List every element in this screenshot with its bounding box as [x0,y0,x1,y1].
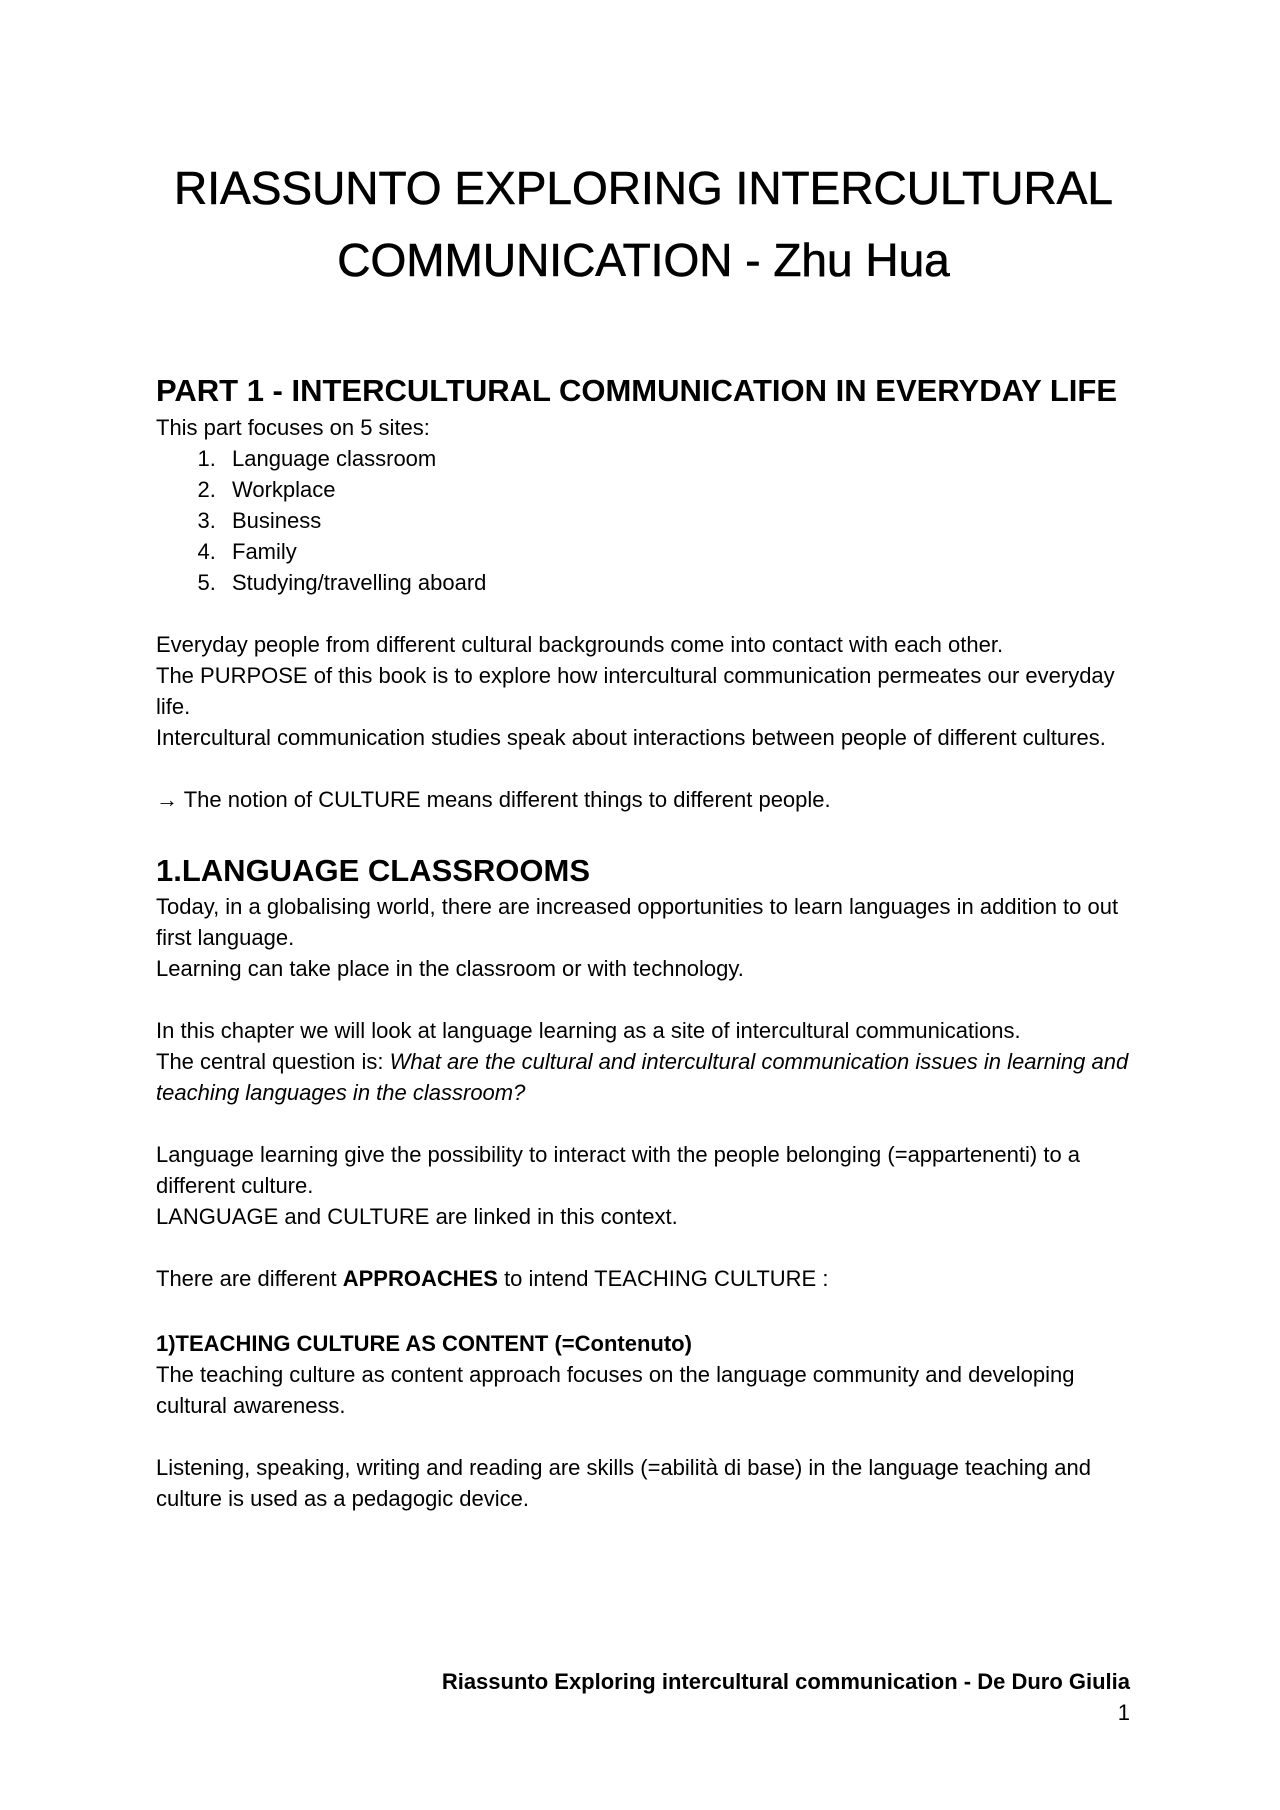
page-content [156,152,1131,1514]
section1-heading: 1.LANGUAGE CLASSROOMS [156,853,591,888]
list-item: 2. Workplace [222,474,1131,505]
central-question-lead: The central question is: [156,1049,390,1074]
paragraph: The PURPOSE of this book is to explore how intercultural communication permeates our everyday life. [156,663,1115,719]
subsection1-heading: 1)TEACHING CULTURE AS CONTENT (=Contenuto) [156,1331,692,1356]
paragraph: Listening, speaking, writing and reading are skills (=abilità di base) in the language teaching and culture is used as a pedagogic device. [156,1455,1091,1511]
paragraph: Intercultural communication studies speak about interactions between people of different cultures. [156,725,1106,750]
list-item: 3. Business [222,505,1131,536]
page-number: 1 [1117,1700,1130,1725]
page-footer [442,1666,1130,1728]
document-title: RIASSUNTO EXPLORING INTERCULTURAL COMMUNICATION - Zhu Hua [174,162,1113,286]
approaches-paragraph [156,1263,1131,1294]
footer-text: Riassunto Exploring intercultural communication - De Duro Giulia [441,1669,1130,1694]
central-question-text: What are the cultural and intercultural communication issues in learning and teaching languages in the classroom? [156,1049,1129,1105]
paragraph: In this chapter we will look at language learning as a site of intercultural communications. [156,1018,1021,1043]
list-item: 5. Studying/travelling aboard [222,567,1131,598]
approaches-lead: There are different [156,1266,343,1291]
paragraph: Today, in a globalising world, there are increased opportunities to learn languages in addition to out first language. [156,894,1119,950]
paragraph: Learning can take place in the classroom or with technology. [156,956,744,981]
approaches-bold: APPROACHES [342,1266,498,1291]
part1-heading: PART 1 - INTERCULTURAL COMMUNICATION IN EVERYDAY LIFE [156,373,1118,408]
paragraph: → The notion of CULTURE means different things to different people. [156,787,831,812]
paragraph: The teaching culture as content approach focuses on the language community and developing cultural awareness. [156,1362,1075,1418]
list-item: 4. Family [222,536,1131,567]
approaches-tail: to intend TEACHING CULTURE : [497,1266,829,1291]
list-item: 1. Language classroom [222,443,1131,474]
paragraph: Language learning give the possibility to interact with the people belonging (=appartenenti) to a different culture. [156,1142,1081,1198]
paragraph: Everyday people from different cultural backgrounds come into contact with each other. [156,632,1004,657]
part1-intro: This part focuses on 5 sites: [156,415,430,440]
central-question-paragraph [156,1046,1131,1108]
paragraph: LANGUAGE and CULTURE are linked in this context. [156,1204,678,1229]
sites-list [156,443,1131,598]
